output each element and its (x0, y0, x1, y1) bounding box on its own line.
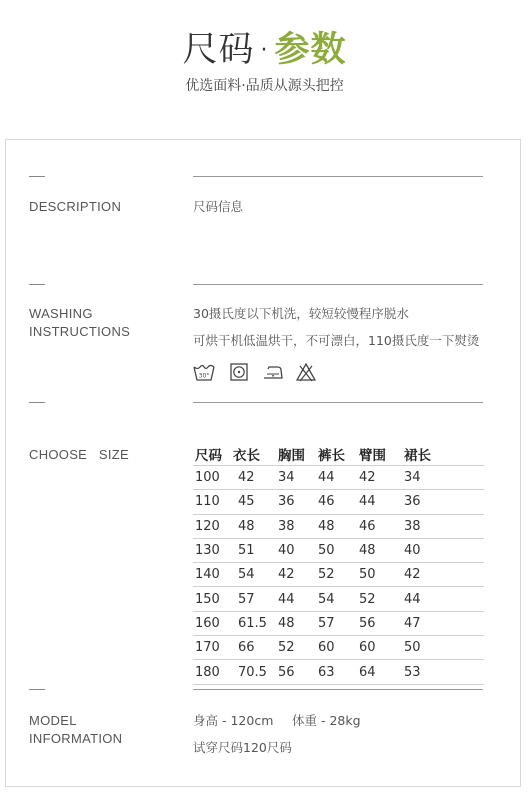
section-dash (29, 402, 45, 403)
table-cell: 42 (278, 563, 318, 587)
table-row (193, 660, 484, 684)
section-rule (193, 176, 483, 177)
table-row (193, 563, 484, 587)
table-row (193, 636, 484, 660)
table-cell: 48 (318, 514, 359, 538)
table-cell: 180 (193, 660, 233, 684)
table-cell: 44 (404, 587, 484, 611)
table-row (193, 490, 484, 514)
table-cell: 100 (193, 466, 233, 490)
table-cell: 53 (404, 660, 484, 684)
washing-label-line2: INSTRUCTIONS (29, 324, 131, 339)
table-cell: 52 (278, 636, 318, 660)
table-cell: 70.5 (233, 660, 278, 684)
table-cell: 60 (359, 636, 404, 660)
table-cell: 52 (318, 563, 359, 587)
table-cell: 36 (278, 490, 318, 514)
size-table-header-cell: 裙长 (404, 448, 431, 464)
table-cell: 66 (233, 636, 278, 660)
table-cell: 36 (404, 490, 484, 514)
table-cell: 48 (233, 514, 278, 538)
table-cell: 34 (404, 466, 484, 490)
section-dash (29, 176, 45, 177)
washing-label (29, 305, 130, 341)
title-dot: · (260, 38, 269, 63)
section-rule (193, 402, 483, 403)
section-dash (29, 284, 45, 285)
table-cell: 50 (318, 538, 359, 562)
model-fit-size: 试穿尺码120尺码 (193, 740, 292, 755)
table-row (193, 587, 484, 611)
table-cell: 44 (318, 466, 359, 490)
title-accent: 参数 (274, 30, 347, 70)
table-cell: 120 (193, 514, 233, 538)
table-cell: 110 (193, 490, 233, 514)
size-table-header-cell: 尺码 (195, 448, 222, 464)
page-title (0, 30, 529, 71)
table-cell: 56 (278, 660, 318, 684)
svg-text:30°: 30° (198, 372, 210, 380)
table-cell: 42 (233, 466, 278, 490)
title-main: 尺码 (182, 30, 255, 70)
model-height: 身高 - 120cm (193, 713, 274, 728)
table-cell: 42 (404, 563, 484, 587)
model-label-line1: MODEL (29, 713, 77, 728)
table-cell: 140 (193, 563, 233, 587)
section-dash (29, 689, 45, 690)
table-row (193, 538, 484, 562)
washing-line1: 30摄氏度以下机洗，较短较慢程序脱水 (193, 306, 409, 321)
section-rule (193, 689, 483, 690)
iron-low-icon (263, 363, 283, 381)
table-cell: 60 (318, 636, 359, 660)
table-cell: 51 (233, 538, 278, 562)
table-cell: 42 (359, 466, 404, 490)
model-weight: 体重 - 28kg (292, 713, 361, 728)
size-table-header (193, 443, 484, 466)
size-table-header-cell: 胸围 (278, 448, 305, 464)
table-cell: 130 (193, 538, 233, 562)
table-cell: 44 (359, 490, 404, 514)
table-cell: 46 (318, 490, 359, 514)
table-cell: 160 (193, 611, 233, 635)
section-rule (193, 284, 483, 285)
table-cell: 34 (278, 466, 318, 490)
table-cell: 63 (318, 660, 359, 684)
table-cell: 40 (404, 538, 484, 562)
table-cell: 170 (193, 636, 233, 660)
description-value: 尺码信息 (193, 199, 244, 214)
table-cell: 45 (233, 490, 278, 514)
table-row (193, 514, 484, 538)
table-cell: 57 (318, 611, 359, 635)
wash-30-icon (193, 363, 215, 383)
table-cell: 150 (193, 587, 233, 611)
table-cell: 54 (318, 587, 359, 611)
table-cell: 46 (359, 514, 404, 538)
table-cell: 48 (359, 538, 404, 562)
washing-line2: 可烘干机低温烘干，不可漂白，110摄氏度一下熨烫 (193, 333, 480, 348)
table-row (193, 466, 484, 490)
page-subtitle: 优选面料·品质从源头把控 (185, 78, 344, 94)
size-table-header-cell: 衣长 (233, 448, 260, 464)
table-cell: 44 (278, 587, 318, 611)
table-cell: 38 (404, 514, 484, 538)
size-table-header-cell: 裤长 (318, 448, 345, 464)
table-cell: 50 (404, 636, 484, 660)
model-label (29, 712, 122, 748)
tumble-dry-low-icon (230, 363, 248, 381)
model-label-line2: INFORMATION (29, 731, 123, 746)
table-cell: 48 (278, 611, 318, 635)
table-cell: 50 (359, 563, 404, 587)
table-cell: 40 (278, 538, 318, 562)
table-cell: 64 (359, 660, 404, 684)
washing-label-line1: WASHING (29, 306, 93, 321)
table-cell: 61.5 (233, 611, 278, 635)
size-table (193, 443, 484, 685)
table-row (193, 611, 484, 635)
description-label: DESCRIPTION (29, 199, 122, 214)
table-cell: 57 (233, 587, 278, 611)
table-cell: 38 (278, 514, 318, 538)
size-table-header-cell: 臂围 (359, 448, 386, 464)
do-not-bleach-icon (296, 363, 316, 382)
table-cell: 52 (359, 587, 404, 611)
table-cell: 47 (404, 611, 484, 635)
table-cell: 54 (233, 563, 278, 587)
table-cell: 56 (359, 611, 404, 635)
size-label: CHOOSE SIZE (29, 447, 129, 462)
